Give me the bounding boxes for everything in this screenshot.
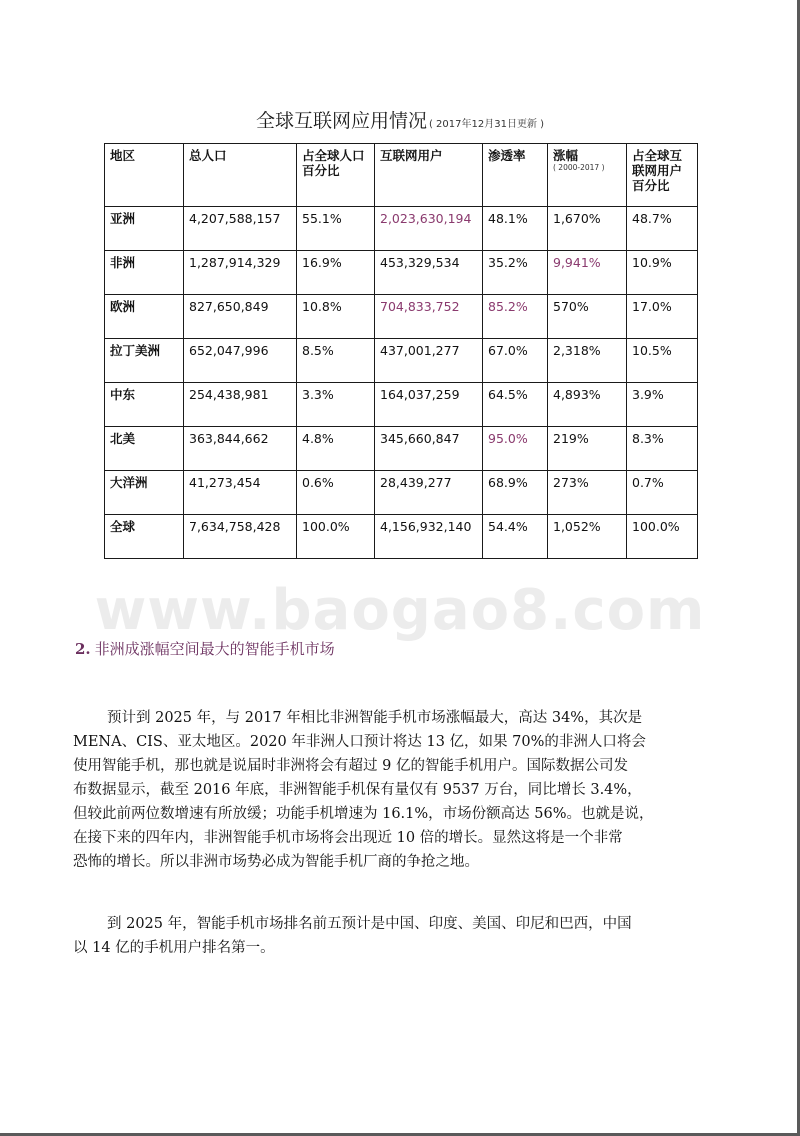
paragraph-line: 但较此前两位数增速有所放缓；功能手机增速为 16.1%，市场份额高达 56%。也就是说， xyxy=(73,806,654,822)
table-cell: 3.9% xyxy=(627,383,698,427)
table-cell: 345,660,847 xyxy=(375,427,483,471)
table-cell: 1,670% xyxy=(548,207,627,251)
table-cell-region: 北美 xyxy=(105,427,184,471)
table-cell: 68.9% xyxy=(483,471,548,515)
header-users-share: 占全球互联网用户百分比 xyxy=(627,144,698,207)
table-cell: 8.5% xyxy=(297,339,375,383)
paragraph-line: MENA、CIS、亚太地区。2020 年非洲人口预计将达 13 亿，如果 70%的非洲人口将会 xyxy=(73,734,646,750)
table-cell: 28,439,277 xyxy=(375,471,483,515)
table-cell: 652,047,996 xyxy=(184,339,297,383)
table-cell: 64.5% xyxy=(483,383,548,427)
table-cell: 4,156,932,140 xyxy=(375,515,483,559)
table-header-row xyxy=(105,144,698,207)
table-cell: 41,273,454 xyxy=(184,471,297,515)
table-cell: 35.2% xyxy=(483,251,548,295)
watermark: www.baogao8.com xyxy=(94,578,706,643)
paragraph-line: 恐怖的增长。所以非洲市场势必成为智能手机厂商的争抢之地。 xyxy=(73,854,479,870)
header-growth-note: ( 2000-2017 ) xyxy=(553,163,605,172)
table-cell: 254,438,981 xyxy=(184,383,297,427)
table-cell-region: 大洋洲 xyxy=(105,471,184,515)
table-cell: 10.8% xyxy=(297,295,375,339)
header-region: 地区 xyxy=(105,144,184,207)
table-cell: 437,001,277 xyxy=(375,339,483,383)
table-cell: 1,052% xyxy=(548,515,627,559)
table-title-text: 全球互联网应用情况 xyxy=(255,110,427,132)
table-row xyxy=(105,207,698,251)
table-cell: 1,287,914,329 xyxy=(184,251,297,295)
header-population: 总人口 xyxy=(184,144,297,207)
header-population-share: 占全球人口百分比 xyxy=(297,144,375,207)
table-cell: 7,634,758,428 xyxy=(184,515,297,559)
paragraph-line: 使用智能手机，那也就是说届时非洲将会有超过 9 亿的智能手机用户。国际数据公司发 xyxy=(73,758,628,774)
table-row xyxy=(105,339,698,383)
table-cell-highlight: 85.2% xyxy=(483,295,548,339)
table-cell: 8.3% xyxy=(627,427,698,471)
section-heading xyxy=(75,638,335,659)
table-cell: 0.6% xyxy=(297,471,375,515)
table-cell-region: 全球 xyxy=(105,515,184,559)
table-cell-region: 亚洲 xyxy=(105,207,184,251)
table-cell: 3.3% xyxy=(297,383,375,427)
table-cell-region: 中东 xyxy=(105,383,184,427)
table-cell: 54.4% xyxy=(483,515,548,559)
table-cell-highlight: 9,941% xyxy=(548,251,627,295)
table-cell: 164,037,259 xyxy=(375,383,483,427)
table-cell: 827,650,849 xyxy=(184,295,297,339)
table-cell: 16.9% xyxy=(297,251,375,295)
table-subtitle: ( 2017年12月31日更新 ) xyxy=(428,119,545,130)
table-row xyxy=(105,295,698,339)
internet-usage-table xyxy=(104,143,698,559)
table-cell: 100.0% xyxy=(297,515,375,559)
table-cell: 273% xyxy=(548,471,627,515)
header-penetration: 渗透率 xyxy=(483,144,548,207)
table-cell: 4.8% xyxy=(297,427,375,471)
table-cell-highlight: 95.0% xyxy=(483,427,548,471)
header-internet-users: 互联网用户 xyxy=(375,144,483,207)
table-cell: 2,318% xyxy=(548,339,627,383)
table-cell: 48.7% xyxy=(627,207,698,251)
paragraph-line: 在接下来的四年内，非洲智能手机市场将会出现近 10 倍的增长。显然这将是一个非常 xyxy=(73,830,623,846)
table-cell-highlight: 704,833,752 xyxy=(375,295,483,339)
paragraph-top-markets xyxy=(73,912,632,960)
table-cell: 570% xyxy=(548,295,627,339)
table-cell: 100.0% xyxy=(627,515,698,559)
table-cell-highlight: 2,023,630,194 xyxy=(375,207,483,251)
section-title: 非洲成涨幅空间最大的智能手机市场 xyxy=(94,640,335,658)
table-cell: 67.0% xyxy=(483,339,548,383)
paragraph-line: 预计到 2025 年，与 2017 年相比非洲智能手机市场涨幅最大，高达 34%，其次是 xyxy=(107,710,643,726)
paragraph-line: 到 2025 年，智能手机市场排名前五预计是中国、印度、美国、印尼和巴西，中国 xyxy=(107,916,632,932)
paragraph-africa-market xyxy=(73,706,654,874)
table-cell: 10.9% xyxy=(627,251,698,295)
table-row xyxy=(105,515,698,559)
table-cell: 0.7% xyxy=(627,471,698,515)
table-row xyxy=(105,251,698,295)
table-cell: 4,893% xyxy=(548,383,627,427)
table-row xyxy=(105,471,698,515)
table-cell-region: 欧洲 xyxy=(105,295,184,339)
table-cell: 55.1% xyxy=(297,207,375,251)
table-cell: 48.1% xyxy=(483,207,548,251)
table-cell: 4,207,588,157 xyxy=(184,207,297,251)
table-cell: 17.0% xyxy=(627,295,698,339)
table-cell: 453,329,534 xyxy=(375,251,483,295)
header-growth-label: 涨幅 xyxy=(553,148,579,163)
table-title xyxy=(0,106,800,133)
table-cell: 219% xyxy=(548,427,627,471)
table-row xyxy=(105,427,698,471)
table-cell-region: 非洲 xyxy=(105,251,184,295)
table-cell: 10.5% xyxy=(627,339,698,383)
table-row xyxy=(105,383,698,427)
paragraph-line: 以 14 亿的手机用户排名第一。 xyxy=(73,940,275,956)
table-cell-region: 拉丁美洲 xyxy=(105,339,184,383)
paragraph-line: 布数据显示，截至 2016 年底，非洲智能手机保有量仅有 9537 万台，同比增长 3.4%， xyxy=(73,782,642,798)
table-cell: 363,844,662 xyxy=(184,427,297,471)
section-number: 2. xyxy=(75,640,91,658)
header-growth xyxy=(548,144,627,207)
